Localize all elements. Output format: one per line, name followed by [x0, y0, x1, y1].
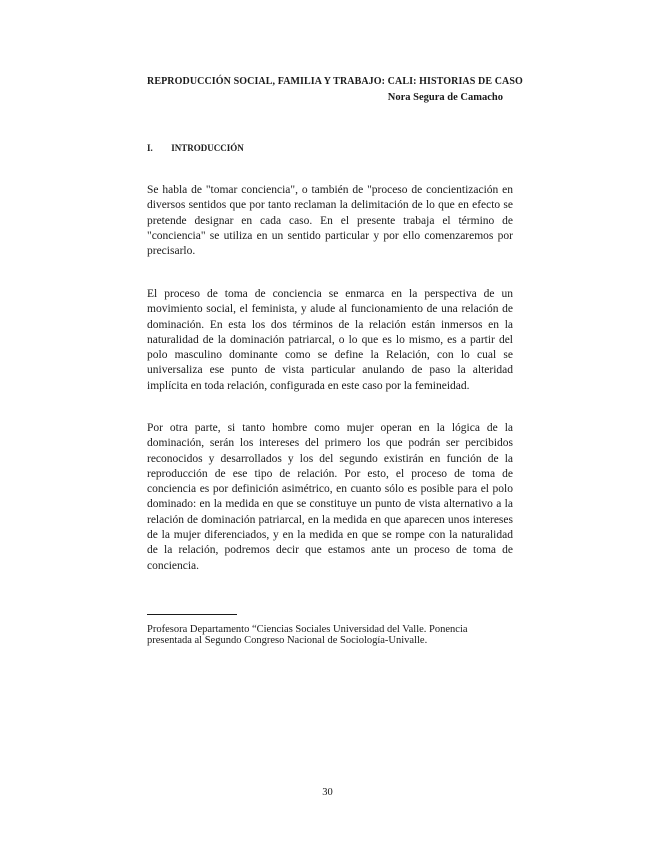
- author-name: Nora Segura de Camacho: [387, 92, 503, 103]
- footnote-divider: [147, 614, 237, 615]
- footnote: Profesora Departamento “Ciencias Sociales Universidad del Valle. Ponencia presentada al Segundo Congreso Nacional de Sociología-Univalle.: [147, 624, 468, 646]
- body-paragraph: El proceso de toma de conciencia se enmarca en la perspectiva de un movimiento social, el feminista, y alude al funcionamiento de una relación de dominación. En esta los dos términos de la relación están inmersos en la naturalidad de la dominación patriarcal, o lo que es lo mismo, es a partir del polo masculino dominante como se define la Relación, con lo cual se universaliza ese punto de vista particular anulando de paso la alteridad implícita en toda relación, configurada en este caso por la femineidad.: [147, 288, 513, 392]
- section-number: I.: [147, 143, 153, 153]
- body-paragraph: Por otra parte, si tanto hombre como mujer operan en la lógica de la dominación, serán los intereses del primero los que podrán ser percibidos reconocidos y desarrollados y los del segundo existirán en función de la reproducción de ese tipo de relación. Por esto, el proceso de toma de conciencia es por definición asimétrico, en cuanto sólo es posible para el polo dominado: en la medida en que se constituye un punto de vista alternativo a la relación de dominación patriarcal, en la medida en que aparecen unos intereses de la mujer diferenciados, y en la medida en que se rompe con la naturalidad de la relación, podremos decir que estamos ante un proceso de toma de conciencia.: [147, 422, 513, 572]
- section-heading: [147, 143, 244, 153]
- page-number: 30: [322, 787, 333, 798]
- paper-title: REPRODUCCIÓN SOCIAL, FAMILIA Y TRABAJO: CALI: HISTORIAS DE CASO: [147, 76, 523, 87]
- body-paragraph: Se habla de "tomar conciencia", o también de "proceso de concientización en diversos sentidos que por tanto reclaman la delimitación de lo que en efecto se pretende designar en cada caso. En el presente trabaja el término de "conciencia" se utiliza en un sentido particular y por ello comenzaremos por precisarlo.: [147, 184, 513, 258]
- section-title: INTRODUCCIÓN: [171, 143, 244, 153]
